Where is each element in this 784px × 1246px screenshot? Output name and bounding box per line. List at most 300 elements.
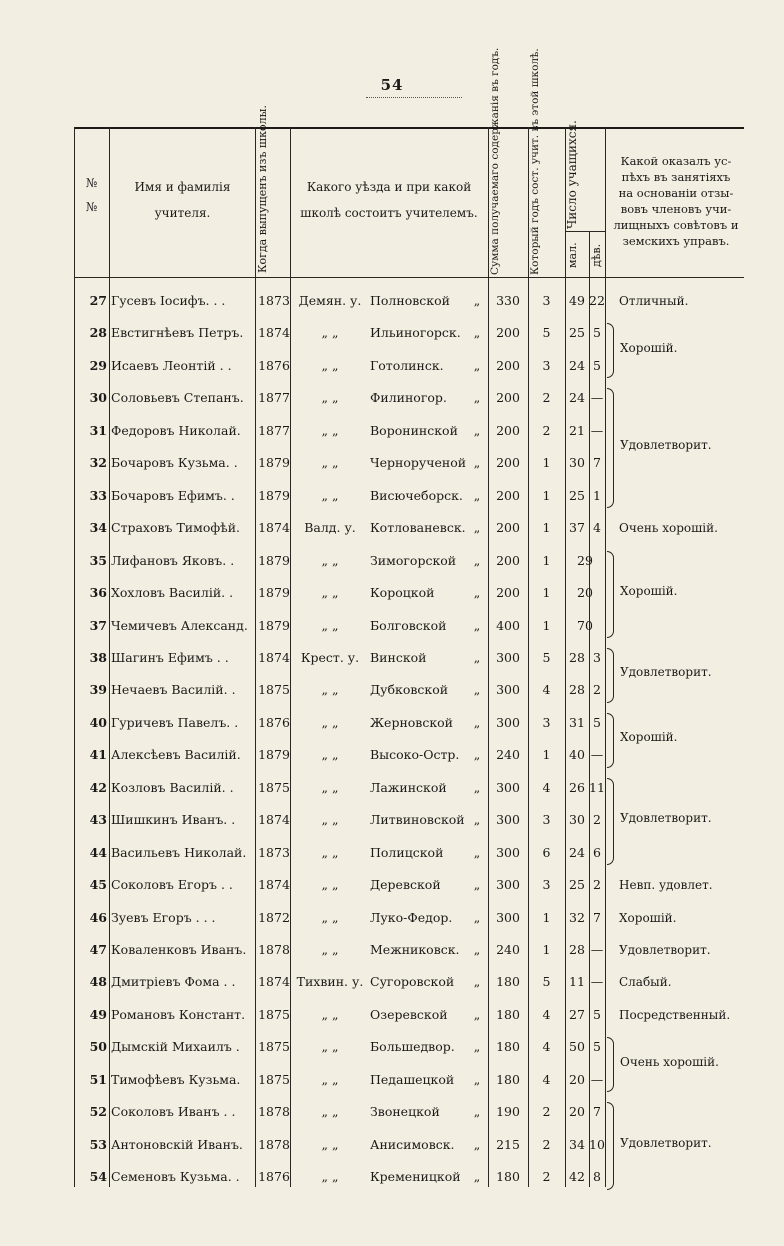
cell-q: „ <box>473 1136 481 1152</box>
cell-num: 53 <box>89 1136 107 1152</box>
cell-pre: „ „ <box>321 585 339 601</box>
cell-name: Хохловъ Василій. . <box>111 585 234 601</box>
cell-year: 1874 <box>258 325 290 341</box>
cell-grade: Хорошій. <box>619 910 677 925</box>
cell-sum: 190 <box>496 1104 520 1120</box>
cell-sum: 200 <box>496 585 520 601</box>
header-name: Имя и фамилія учителя. <box>134 180 231 220</box>
cell-name: Тимофѣевъ Кузьма. <box>111 1071 241 1087</box>
page-number-rule <box>366 97 462 98</box>
cell-girls: 10 <box>589 1136 605 1152</box>
cell-name: Шагинъ Ефимъ . . <box>111 649 229 665</box>
group-brace <box>607 713 614 768</box>
cell-boys: 30 <box>569 455 585 471</box>
cell-name: Дымскій Михаилъ . <box>111 1039 240 1055</box>
cell-year: 1874 <box>258 974 290 990</box>
cell-year: 1873 <box>258 844 290 860</box>
cell-girls: 4 <box>593 520 601 536</box>
cell-q: „ <box>473 585 481 601</box>
cell-name: Соколовъ Иванъ . . <box>111 1104 236 1120</box>
cell-year: 1879 <box>258 552 290 568</box>
cell-year: 1875 <box>258 1039 290 1055</box>
cell-girls: 8 <box>593 1169 601 1185</box>
table-row <box>74 285 744 317</box>
cell-num: 51 <box>89 1071 107 1087</box>
cell-year: 1879 <box>258 455 290 471</box>
cell-year: 1874 <box>258 877 290 893</box>
header-pupils: Число учащихся. <box>565 120 579 229</box>
cell-girls: — <box>590 422 604 438</box>
cell-sum: 180 <box>496 1071 520 1087</box>
table-row <box>74 999 744 1031</box>
cell-q: „ <box>473 909 481 925</box>
table-row <box>74 869 744 901</box>
cell-girls: 7 <box>593 909 601 925</box>
cell-num: 29 <box>89 357 107 373</box>
cell-num: 31 <box>89 422 107 438</box>
cell-school: Чернорученой <box>370 455 466 471</box>
cell-boys: 28 <box>569 649 585 665</box>
cell-boys: 32 <box>569 909 585 925</box>
cell-pre: „ „ <box>321 1039 339 1055</box>
table-row <box>74 545 744 577</box>
header-district: Какого уѣзда и при какой школѣ состоитъ учителемъ. <box>300 180 478 220</box>
cell-q: „ <box>473 682 481 698</box>
cell-year: 1874 <box>258 812 290 828</box>
cell-grade: Невп. удовлет. <box>619 878 713 893</box>
cell-pre: „ „ <box>321 877 339 893</box>
group-grade-label: Хорошій. <box>620 584 678 599</box>
cell-q: „ <box>473 455 481 471</box>
cell-school: Ильиногорск. <box>370 325 461 341</box>
cell-yrs: 2 <box>542 422 551 438</box>
cell-yrs: 5 <box>542 649 551 665</box>
cell-yrs: 2 <box>542 390 551 406</box>
cell-school: Литвиновской <box>370 812 465 828</box>
cell-pre: „ „ <box>321 1071 339 1087</box>
cell-school: Высоко-Остр. <box>370 747 460 763</box>
cell-school: Большедвор. <box>370 1039 455 1055</box>
cell-num: 40 <box>89 714 107 730</box>
cell-yrs: 4 <box>542 682 551 698</box>
cell-num: 35 <box>89 552 107 568</box>
cell-yrs: 1 <box>542 942 551 957</box>
group-brace <box>607 1037 614 1092</box>
cell-name: Семеновъ Кузьма. . <box>111 1169 240 1185</box>
cell-yrs: 4 <box>542 1006 551 1022</box>
cell-q: „ <box>473 714 481 730</box>
cell-yrs: 3 <box>542 357 551 373</box>
cell-yrs: 2 <box>542 1136 551 1152</box>
cell-num: 43 <box>89 812 107 828</box>
cell-num: 49 <box>89 1006 107 1022</box>
cell-yrs: 5 <box>542 325 551 341</box>
cell-school: Кременицкой <box>370 1169 461 1185</box>
cell-name: Нечаевъ Василій. . <box>111 682 236 698</box>
cell-school: Педашецкой <box>370 1071 455 1087</box>
cell-name: Алексѣевъ Василій. <box>111 747 241 763</box>
cell-sum: 180 <box>496 974 520 990</box>
cell-year: 1876 <box>258 1169 290 1185</box>
cell-q: „ <box>473 974 481 990</box>
cell-school: Филиногор. <box>370 390 447 406</box>
cell-yrs: 1 <box>542 520 551 536</box>
cell-boys: 28 <box>569 942 585 957</box>
cell-pre: „ „ <box>321 552 339 568</box>
group-brace <box>607 1102 614 1189</box>
cell-name: Романовъ Констант. <box>111 1006 246 1022</box>
cell-yrs: 2 <box>542 1104 551 1120</box>
cell-year: 1872 <box>258 909 290 925</box>
cell-name: Исаевъ Леонтій . . <box>111 357 232 373</box>
cell-grade: Удовлетворит. <box>619 943 711 957</box>
cell-q: „ <box>473 1104 481 1120</box>
cell-sum: 180 <box>496 1006 520 1022</box>
cell-sum: 240 <box>496 747 520 763</box>
cell-total: 20 <box>577 585 593 601</box>
cell-school: Сугоровской <box>370 974 455 990</box>
group-brace <box>607 648 614 703</box>
group-grade-label: Хорошій. <box>620 340 678 355</box>
cell-total: 29 <box>577 552 593 568</box>
header-years: Который годъ сост. учит. въ этой школѣ. <box>529 48 541 275</box>
cell-q: „ <box>473 779 481 795</box>
cell-pre: Демян. у. <box>298 293 362 308</box>
cell-boys: 49 <box>569 293 585 308</box>
cell-girls: 22 <box>589 293 605 308</box>
cell-name: Чемичевъ Александ. <box>111 617 248 633</box>
cell-num: 48 <box>89 974 107 990</box>
cell-num: 33 <box>89 487 107 503</box>
cell-name: Бочаровъ Кузьма. . <box>111 455 238 471</box>
cell-pre: Валд. у. <box>304 520 356 536</box>
cell-num: 41 <box>89 747 107 763</box>
cell-name: Коваленковъ Иванъ. <box>111 942 247 957</box>
cell-girls: 6 <box>593 844 601 860</box>
cell-num: 50 <box>89 1039 107 1055</box>
cell-q: „ <box>473 747 481 763</box>
cell-boys: 24 <box>569 844 585 860</box>
cell-year: 1873 <box>258 293 290 308</box>
cell-school: Воронинской <box>370 422 458 438</box>
cell-q: „ <box>473 877 481 893</box>
cell-boys: 24 <box>569 357 585 373</box>
cell-pre: „ „ <box>321 779 339 795</box>
cell-num: 36 <box>89 585 107 601</box>
cell-boys: 26 <box>569 779 585 795</box>
cell-girls: — <box>590 942 604 957</box>
cell-yrs: 3 <box>542 293 551 308</box>
cell-boys: 28 <box>569 682 585 698</box>
cell-name: Евстигнѣевъ Петръ. <box>111 325 244 341</box>
cell-num: 39 <box>89 682 107 698</box>
cell-year: 1876 <box>258 714 290 730</box>
cell-girls: 5 <box>593 714 601 730</box>
cell-yrs: 5 <box>542 974 551 990</box>
cell-name: Федоровъ Николай. <box>111 422 241 438</box>
cell-sum: 300 <box>496 649 520 665</box>
table-row <box>74 902 744 934</box>
cell-school: Зимогорской <box>370 552 457 568</box>
cell-pre: „ „ <box>321 455 339 471</box>
cell-boys: 11 <box>569 974 585 990</box>
cell-q: „ <box>473 1006 481 1022</box>
cell-yrs: 1 <box>542 617 551 633</box>
cell-num: 38 <box>89 649 107 665</box>
cell-pre: „ „ <box>321 487 339 503</box>
cell-num: 52 <box>89 1104 107 1120</box>
cell-year: 1875 <box>258 1006 290 1022</box>
cell-yrs: 3 <box>542 812 551 828</box>
cell-name: Васильевъ Николай. <box>111 844 247 860</box>
cell-sum: 215 <box>496 1136 520 1152</box>
cell-grade: Очень хорошій. <box>619 521 718 536</box>
cell-school: Котлованевск. <box>370 520 466 536</box>
cell-sum: 300 <box>496 714 520 730</box>
cell-name: Гусевъ Іосифъ. . . <box>111 293 226 308</box>
group-grade-label: Удовлетворит. <box>620 1135 712 1150</box>
cell-year: 1876 <box>258 357 290 373</box>
table-row <box>74 610 744 642</box>
table-row <box>74 1161 744 1193</box>
cell-name: Дмитріевъ Фома . . <box>111 974 236 990</box>
cell-boys: 20 <box>569 1071 585 1087</box>
cell-boys: 42 <box>569 1169 585 1185</box>
cell-school: Жерновской <box>370 714 454 730</box>
cell-boys: 21 <box>569 422 585 438</box>
cell-pre: „ „ <box>321 390 339 406</box>
table-row <box>74 837 744 869</box>
group-brace <box>607 551 614 638</box>
cell-sum: 200 <box>496 357 520 373</box>
cell-num: 46 <box>89 909 107 925</box>
cell-num: 47 <box>89 942 107 957</box>
cell-school: Луко-Федор. <box>370 909 453 925</box>
cell-yrs: 1 <box>542 552 551 568</box>
cell-year: 1878 <box>258 1136 290 1152</box>
table-row <box>74 934 744 966</box>
cell-pre: Тихвин. у. <box>296 974 364 990</box>
cell-q: „ <box>473 1071 481 1087</box>
cell-school: Короцкой <box>370 585 435 601</box>
cell-year: 1878 <box>258 942 290 957</box>
cell-pre: „ „ <box>321 617 339 633</box>
cell-school: Дубковской <box>370 682 449 698</box>
cell-yrs: 1 <box>542 909 551 925</box>
cell-year: 1877 <box>258 390 290 406</box>
header-num: № № <box>85 176 98 214</box>
cell-sum: 300 <box>496 877 520 893</box>
cell-school: Межниковск. <box>370 942 460 957</box>
cell-q: „ <box>473 390 481 406</box>
cell-year: 1878 <box>258 1104 290 1120</box>
group-grade-label: Очень хорошій. <box>620 1054 719 1069</box>
cell-pre: „ „ <box>321 357 339 373</box>
cell-num: 28 <box>89 325 107 341</box>
cell-boys: 31 <box>569 714 585 730</box>
group-brace <box>607 323 614 378</box>
cell-name: Шишкинъ Иванъ. . <box>111 812 236 828</box>
cell-num: 30 <box>89 390 107 406</box>
cell-sum: 200 <box>496 325 520 341</box>
cell-pre: „ „ <box>321 1136 339 1152</box>
cell-sum: 240 <box>496 942 520 957</box>
cell-pre: „ „ <box>321 909 339 925</box>
cell-sum: 200 <box>496 422 520 438</box>
cell-girls: 5 <box>593 1039 601 1055</box>
cell-yrs: 4 <box>542 1039 551 1055</box>
group-grade-label: Удовлетворит. <box>620 665 712 680</box>
cell-year: 1877 <box>258 422 290 438</box>
cell-num: 44 <box>89 844 107 860</box>
cell-sum: 180 <box>496 1039 520 1055</box>
cell-num: 37 <box>89 617 107 633</box>
cell-sum: 200 <box>496 520 520 536</box>
cell-q: „ <box>473 812 481 828</box>
cell-pre: „ „ <box>321 747 339 763</box>
cell-grade: Отличный. <box>619 294 689 308</box>
cell-year: 1879 <box>258 617 290 633</box>
cell-q: „ <box>473 649 481 665</box>
cell-boys: 34 <box>569 1136 585 1152</box>
group-brace <box>607 778 614 865</box>
table-row <box>74 512 744 544</box>
cell-year: 1875 <box>258 779 290 795</box>
cell-boys: 30 <box>569 812 585 828</box>
cell-pre: „ „ <box>321 682 339 698</box>
cell-num: 54 <box>89 1169 107 1185</box>
cell-name: Зуевъ Егоръ . . . <box>111 909 216 925</box>
cell-pre: „ „ <box>321 1169 339 1185</box>
page-number: 54 <box>380 76 404 94</box>
cell-grade: Посредственный. <box>619 1007 731 1022</box>
cell-name: Гуричевъ Павелъ. . <box>111 714 239 730</box>
cell-year: 1879 <box>258 747 290 763</box>
cell-school: Полицской <box>370 844 444 860</box>
header-boys: мал. <box>566 242 579 268</box>
table-row <box>74 382 744 414</box>
cell-school: Висючеборск. <box>370 487 463 503</box>
header-girls: дѣв. <box>590 243 603 267</box>
table-row <box>74 1096 744 1128</box>
cell-girls: 3 <box>593 649 601 665</box>
cell-year: 1875 <box>258 1071 290 1087</box>
cell-total: 70 <box>577 617 593 633</box>
cell-sum: 300 <box>496 779 520 795</box>
group-grade-label: Удовлетворит. <box>620 811 712 826</box>
cell-pre: „ „ <box>321 1006 339 1022</box>
cell-pre: Крест. у. <box>300 649 360 665</box>
cell-pre: „ „ <box>321 422 339 438</box>
cell-name: Страховъ Тимофѣй. <box>111 520 241 536</box>
cell-yrs: 1 <box>542 455 551 471</box>
header-grade: Какой оказалъ ус- пѣхъ въ занятіяхъ на основаніи отзы- вовъ членовъ учи- лищныхъ совѣтовъ и земскихъ управъ. <box>613 154 739 248</box>
cell-girls: — <box>590 747 604 763</box>
cell-yrs: 3 <box>542 714 551 730</box>
cell-yrs: 3 <box>542 877 551 893</box>
cell-sum: 300 <box>496 682 520 698</box>
table-top-rule <box>74 127 744 129</box>
cell-q: „ <box>473 520 481 536</box>
group-grade-label: Хорошій. <box>620 730 678 745</box>
cell-year: 1874 <box>258 649 290 665</box>
cell-girls: 1 <box>593 487 601 503</box>
cell-year: 1879 <box>258 487 290 503</box>
group-grade-label: Удовлетворит. <box>620 438 712 453</box>
cell-pre: „ „ <box>321 844 339 860</box>
cell-girls: 5 <box>593 325 601 341</box>
cell-yrs: 4 <box>542 1071 551 1087</box>
cell-sum: 200 <box>496 455 520 471</box>
cell-boys: 27 <box>569 1006 585 1022</box>
cell-pre: „ „ <box>321 325 339 341</box>
cell-name: Соловьевъ Степанъ. <box>111 390 244 406</box>
cell-boys: 25 <box>569 487 585 503</box>
cell-boys: 37 <box>569 520 585 536</box>
cell-sum: 200 <box>496 487 520 503</box>
cell-school: Деревской <box>370 877 441 893</box>
cell-name: Бочаровъ Ефимъ. . <box>111 487 235 503</box>
cell-sum: 180 <box>496 1169 520 1185</box>
cell-sum: 300 <box>496 909 520 925</box>
cell-num: 32 <box>89 455 107 471</box>
cell-q: „ <box>473 942 481 957</box>
cell-girls: 2 <box>593 682 601 698</box>
cell-q: „ <box>473 293 481 308</box>
cell-num: 34 <box>89 520 107 536</box>
cell-num: 27 <box>89 293 107 308</box>
cell-yrs: 1 <box>542 585 551 601</box>
cell-q: „ <box>473 617 481 633</box>
cell-yrs: 1 <box>542 487 551 503</box>
cell-q: „ <box>473 357 481 373</box>
cell-girls: 5 <box>593 1006 601 1022</box>
cell-pre: „ „ <box>321 942 339 957</box>
cell-school: Болговской <box>370 617 447 633</box>
table-row <box>74 480 744 512</box>
cell-girls: 2 <box>593 812 601 828</box>
table-row <box>74 966 744 998</box>
cell-year: 1879 <box>258 585 290 601</box>
cell-pre: „ „ <box>321 1104 339 1120</box>
cell-boys: 20 <box>569 1104 585 1120</box>
cell-year: 1875 <box>258 682 290 698</box>
cell-boys: 25 <box>569 877 585 893</box>
cell-school: Винской <box>370 649 427 665</box>
cell-sum: 330 <box>496 293 520 308</box>
header-bottom-rule <box>74 277 744 278</box>
pupils-header-rule <box>565 231 605 232</box>
cell-school: Звонецкой <box>370 1104 440 1120</box>
cell-q: „ <box>473 844 481 860</box>
cell-sum: 300 <box>496 812 520 828</box>
cell-boys: 25 <box>569 325 585 341</box>
cell-school: Полновской <box>370 293 450 308</box>
cell-q: „ <box>473 1169 481 1185</box>
cell-boys: 24 <box>569 390 585 406</box>
cell-school: Озеревской <box>370 1006 448 1022</box>
cell-school: Лажинской <box>370 779 447 795</box>
cell-num: 45 <box>89 877 107 893</box>
cell-school: Анисимовск. <box>370 1136 455 1152</box>
cell-girls: 7 <box>593 455 601 471</box>
cell-yrs: 4 <box>542 779 551 795</box>
header-year: Когда выпущенъ изъ школы. <box>256 105 269 273</box>
cell-boys: 40 <box>569 747 585 763</box>
cell-yrs: 1 <box>542 747 551 763</box>
cell-school: Готолинск. <box>370 357 444 373</box>
cell-grade: Слабый. <box>619 975 672 990</box>
